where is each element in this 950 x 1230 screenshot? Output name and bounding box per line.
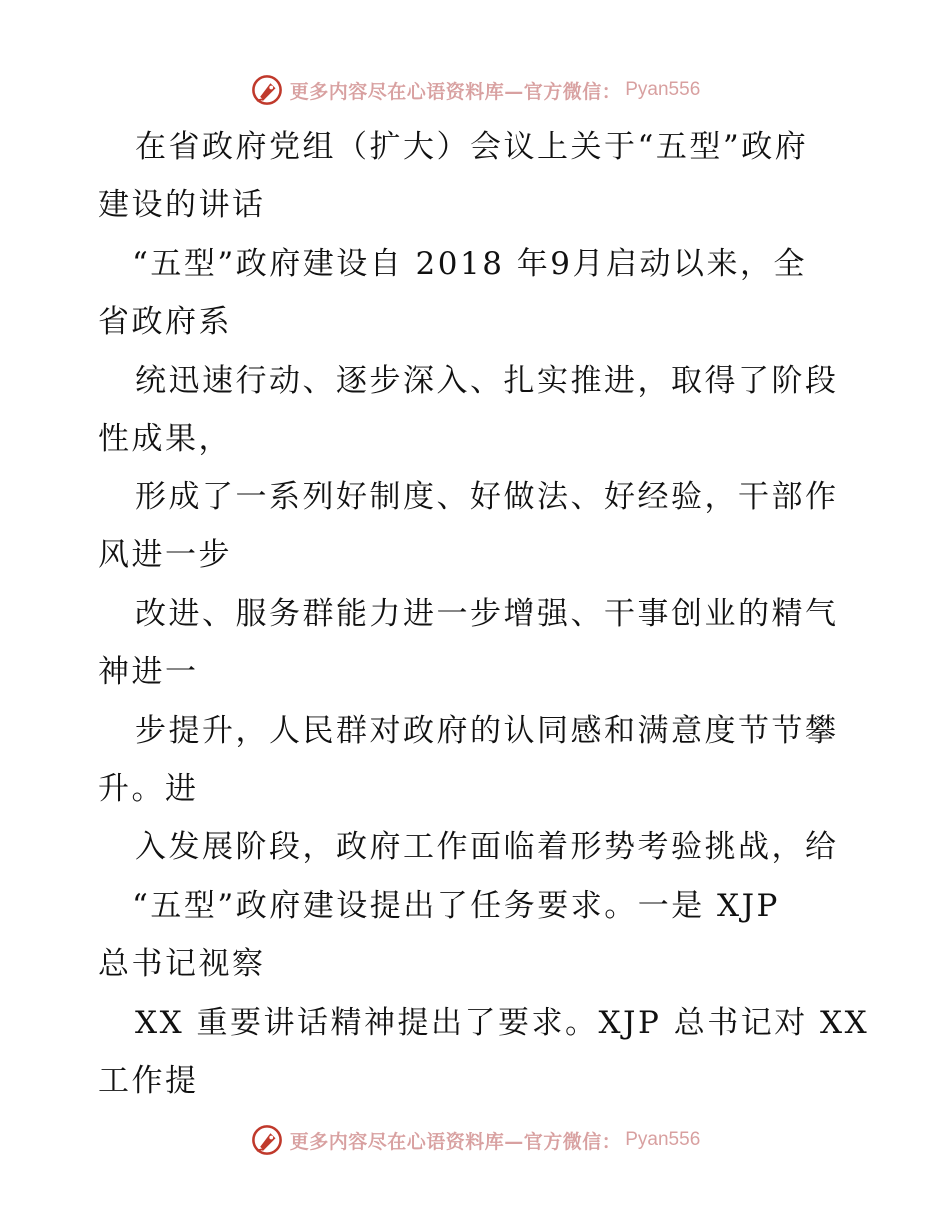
body-line: XX 重要讲话精神提出了要求。XJP 总书记对 XX (135, 1005, 870, 1041)
body-line: 升。进 (98, 771, 199, 807)
body-line: 统迅速行动、逐步深入、扎实推进，取得了阶段 (135, 363, 839, 399)
footer-watermark (0, 1120, 950, 1160)
body-line: 性成果， (98, 421, 232, 457)
body-line: 总书记视察 (98, 946, 266, 982)
pen-nib-logo-icon (250, 1123, 284, 1157)
watermark-wechat-id: Pyan556 (625, 1129, 701, 1150)
body-line: “五型”政府建设自 2018 年9月启动以来，全 (132, 246, 808, 282)
body-line: 风进一步 (98, 537, 232, 573)
body-line: 入发展阶段，政府工作面临着形势考验挑战，给 (135, 829, 839, 865)
body-line: “五型”政府建设提出了任务要求。一是 XJP (132, 888, 780, 924)
header-watermark (0, 70, 950, 110)
watermark-text: 更多内容尽在心语资料库—官方微信： (289, 80, 622, 103)
body-line: 神进一 (98, 654, 199, 690)
watermark-wechat-id: Pyan556 (625, 79, 701, 100)
body-line: 形成了一系列好制度、好做法、好经验，干部作 (135, 479, 839, 515)
body-line: 在省政府党组（扩大）会议上关于“五型”政府 (135, 129, 809, 165)
body-line: 步提升，人民群对政府的认同感和满意度节节攀 (135, 713, 839, 749)
body-line: 工作提 (98, 1063, 199, 1099)
body-line: 省政府系 (98, 304, 232, 340)
body-line: 建设的讲话 (98, 187, 266, 223)
watermark-text: 更多内容尽在心语资料库—官方微信： (289, 1130, 622, 1153)
body-line: 改进、服务群能力进一步增强、干事创业的精气 (135, 596, 839, 632)
pen-nib-logo-icon (250, 73, 284, 107)
